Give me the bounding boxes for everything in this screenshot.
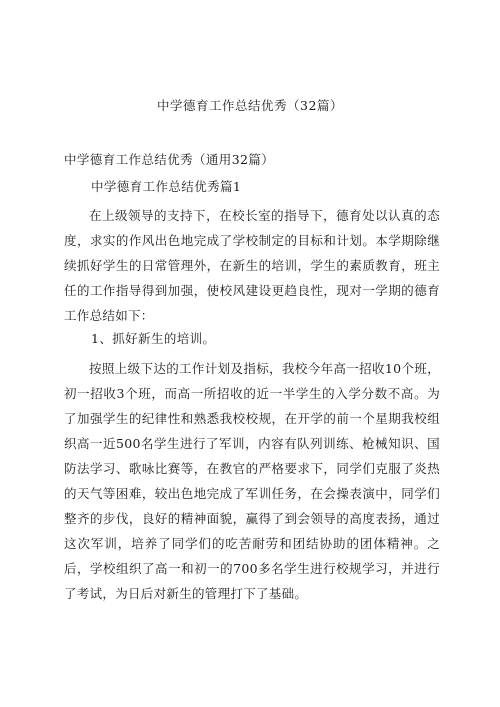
section-title: 中学德育工作总结优秀篇1 xyxy=(91,179,242,194)
item-heading: 1、抓好新生的培训。 xyxy=(91,331,216,346)
paragraph-intro: 在上级领导的支持下，在校长室的指导下，德育处以认真的态度，求实的作风出色地完成了学校制定的目标和计划。本学期除继续抓好学生的日常管理外，在新生的培训，学生的素质教育，班主任的工作指导得到加强，使校风建设更趋良性，现对一学期的德育工作总结如下： xyxy=(64,208,440,323)
document-title: 中学德育工作总结优秀（32篇） xyxy=(157,98,343,113)
paragraph-training: 按照上级下达的工作计划及指标，我校今年高一招收10个班，初一招收3个班，而高一所招收的近一半学生的入学分数不高。为了加强学生的纪律性和熟悉我校校规，在开学的前一个星期我校组织高一近500名学生进行了军训，内容有队列训练、枪械知识、国防法学习、歌咏比赛等，在教官的严格要求下，同学们克服了炎热的天气等困难，较出色地完成了军训任务，在会操表演中，同学们整齐的步伐，良好的精神面貌，赢得了到会领导的高度表扬，通过这次军训，培养了同学们的吃苦耐劳和团结协助的团体精神。之后，学校组织了高一和初一的700多名学生进行校规学习，并进行了考试，为日后对新生的管理打下了基础。 xyxy=(64,361,440,601)
document-subtitle: 中学德育工作总结优秀（通用32篇） xyxy=(64,152,275,167)
